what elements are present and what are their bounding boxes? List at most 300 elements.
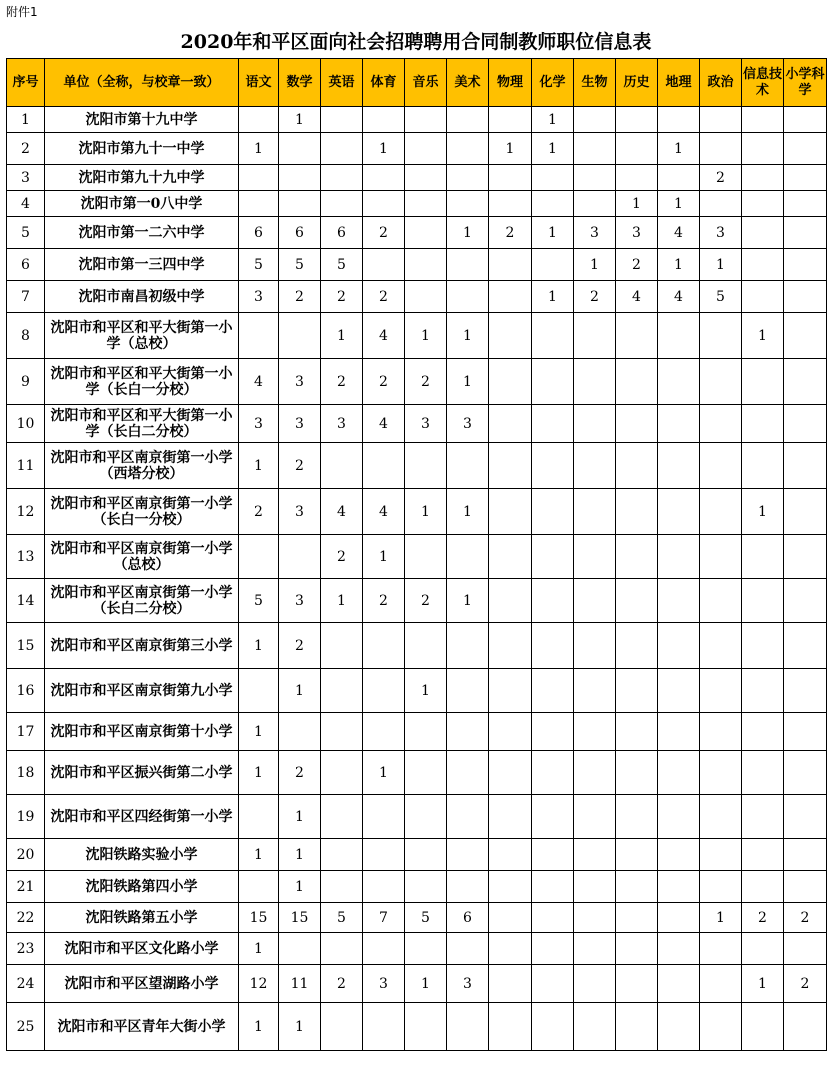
position-count: 6 (447, 903, 489, 933)
position-count (616, 165, 658, 191)
position-count (700, 965, 742, 1003)
position-count: 3 (279, 489, 321, 535)
position-count (489, 443, 532, 489)
position-count (784, 751, 827, 795)
position-count (321, 713, 363, 751)
position-count (489, 165, 532, 191)
position-count (532, 965, 574, 1003)
unit-name: 沈阳市第一二六中学 (45, 217, 239, 249)
position-count (489, 579, 532, 623)
position-count: 1 (279, 669, 321, 713)
position-count (742, 623, 784, 669)
position-count (784, 313, 827, 359)
position-count: 1 (532, 107, 574, 133)
column-header: 物理 (489, 59, 532, 107)
position-count (279, 713, 321, 751)
column-header: 政治 (700, 59, 742, 107)
table-row (7, 489, 827, 535)
position-count (616, 751, 658, 795)
position-count: 4 (658, 281, 700, 313)
position-count (784, 107, 827, 133)
position-count (447, 713, 489, 751)
table-row (7, 1003, 827, 1051)
position-count (405, 713, 447, 751)
position-count (742, 933, 784, 965)
unit-name: 沈阳市和平区南京街第九小学 (45, 669, 239, 713)
position-count (447, 1003, 489, 1051)
position-count: 1 (363, 535, 405, 579)
table-row (7, 165, 827, 191)
position-count (321, 1003, 363, 1051)
position-count (616, 443, 658, 489)
position-count (489, 107, 532, 133)
position-count (574, 489, 616, 535)
position-count (363, 871, 405, 903)
position-count: 4 (363, 313, 405, 359)
position-count (321, 839, 363, 871)
position-count (784, 623, 827, 669)
position-count (616, 405, 658, 443)
position-count (616, 669, 658, 713)
position-count: 4 (363, 489, 405, 535)
position-count (784, 443, 827, 489)
position-count: 1 (616, 191, 658, 217)
position-count: 2 (279, 443, 321, 489)
position-count (532, 795, 574, 839)
position-count (742, 839, 784, 871)
position-count: 3 (447, 405, 489, 443)
unit-name: 沈阳市第十九中学 (45, 107, 239, 133)
position-count: 1 (279, 1003, 321, 1051)
position-count: 1 (405, 965, 447, 1003)
position-count (658, 443, 700, 489)
position-count (532, 443, 574, 489)
position-count: 5 (279, 249, 321, 281)
position-count: 3 (700, 217, 742, 249)
position-count (784, 249, 827, 281)
position-count: 1 (279, 839, 321, 871)
unit-name: 沈阳市和平区南京街第三小学 (45, 623, 239, 669)
position-count (658, 669, 700, 713)
row-number: 9 (7, 359, 45, 405)
position-count (658, 871, 700, 903)
position-count: 1 (447, 489, 489, 535)
position-count (742, 359, 784, 405)
position-count: 1 (321, 313, 363, 359)
position-count (784, 795, 827, 839)
position-count: 3 (363, 965, 405, 1003)
position-count (447, 107, 489, 133)
position-count (532, 903, 574, 933)
position-count: 3 (239, 281, 279, 313)
position-count: 1 (742, 313, 784, 359)
position-count (658, 107, 700, 133)
position-count: 1 (405, 669, 447, 713)
column-header: 单位（全称，与校章一致） (45, 59, 239, 107)
column-header: 语文 (239, 59, 279, 107)
position-count (784, 933, 827, 965)
position-count (363, 249, 405, 281)
row-number: 18 (7, 751, 45, 795)
position-count: 4 (616, 281, 658, 313)
position-count (700, 623, 742, 669)
position-count (616, 871, 658, 903)
position-count: 5 (321, 903, 363, 933)
position-count: 7 (363, 903, 405, 933)
position-count: 2 (321, 281, 363, 313)
position-count (784, 669, 827, 713)
position-count (447, 249, 489, 281)
position-count (279, 165, 321, 191)
column-header: 美术 (447, 59, 489, 107)
position-count (658, 359, 700, 405)
table-row (7, 535, 827, 579)
unit-name: 沈阳市和平区和平大街第一小学（长白一分校） (45, 359, 239, 405)
position-count (574, 313, 616, 359)
position-count: 2 (700, 165, 742, 191)
position-count (239, 669, 279, 713)
position-count: 1 (239, 133, 279, 165)
position-count (489, 713, 532, 751)
position-count (532, 359, 574, 405)
column-header: 小学科学 (784, 59, 827, 107)
row-number: 17 (7, 713, 45, 751)
unit-name: 沈阳市和平区南京街第一小学（总校） (45, 535, 239, 579)
row-number: 12 (7, 489, 45, 535)
table-row (7, 249, 827, 281)
position-count: 2 (279, 623, 321, 669)
position-count: 1 (658, 249, 700, 281)
position-count (447, 839, 489, 871)
position-count (489, 1003, 532, 1051)
unit-name: 沈阳市和平区四经街第一小学 (45, 795, 239, 839)
position-count (447, 535, 489, 579)
position-count: 1 (658, 133, 700, 165)
position-count (279, 933, 321, 965)
position-count (616, 489, 658, 535)
position-count (574, 933, 616, 965)
position-count (321, 443, 363, 489)
position-count: 1 (742, 489, 784, 535)
position-count (784, 359, 827, 405)
row-number: 19 (7, 795, 45, 839)
position-count (447, 795, 489, 839)
position-count (321, 165, 363, 191)
position-count (700, 359, 742, 405)
position-count (489, 313, 532, 359)
position-count (489, 359, 532, 405)
position-count (489, 535, 532, 579)
position-count (489, 489, 532, 535)
position-count (574, 903, 616, 933)
position-count (405, 751, 447, 795)
position-count (658, 839, 700, 871)
position-count: 6 (239, 217, 279, 249)
position-count: 5 (700, 281, 742, 313)
position-count (574, 405, 616, 443)
position-count: 3 (239, 405, 279, 443)
position-count: 4 (239, 359, 279, 405)
position-count: 2 (489, 217, 532, 249)
position-count (363, 443, 405, 489)
position-count (489, 405, 532, 443)
position-count (532, 1003, 574, 1051)
position-count (405, 191, 447, 217)
column-header: 英语 (321, 59, 363, 107)
position-count (363, 839, 405, 871)
position-count (574, 579, 616, 623)
position-count: 1 (447, 359, 489, 405)
position-count (616, 839, 658, 871)
row-number: 4 (7, 191, 45, 217)
position-count (405, 133, 447, 165)
unit-name: 沈阳市和平区南京街第一小学（长白一分校） (45, 489, 239, 535)
position-table (6, 58, 827, 1051)
position-count (616, 713, 658, 751)
table-row (7, 217, 827, 249)
position-count (321, 623, 363, 669)
row-number: 21 (7, 871, 45, 903)
position-count (616, 359, 658, 405)
position-count (700, 751, 742, 795)
position-count (784, 1003, 827, 1051)
position-count: 3 (279, 405, 321, 443)
position-count (742, 795, 784, 839)
position-count (532, 405, 574, 443)
position-count: 1 (239, 623, 279, 669)
position-count (321, 933, 363, 965)
position-count (363, 1003, 405, 1051)
position-count: 1 (447, 217, 489, 249)
position-count: 5 (321, 249, 363, 281)
position-count (742, 535, 784, 579)
unit-name: 沈阳市第一0八中学 (45, 191, 239, 217)
row-number: 5 (7, 217, 45, 249)
position-count (784, 281, 827, 313)
position-count (700, 871, 742, 903)
column-header: 体育 (363, 59, 405, 107)
position-count (616, 795, 658, 839)
unit-name: 沈阳市南昌初级中学 (45, 281, 239, 313)
table-row (7, 107, 827, 133)
position-count (616, 313, 658, 359)
position-count (239, 165, 279, 191)
position-count: 6 (279, 217, 321, 249)
position-count: 2 (616, 249, 658, 281)
position-count (574, 191, 616, 217)
position-count (658, 579, 700, 623)
position-count (321, 751, 363, 795)
table-row (7, 313, 827, 359)
position-count (239, 107, 279, 133)
position-count (616, 903, 658, 933)
column-header: 音乐 (405, 59, 447, 107)
position-count (658, 165, 700, 191)
unit-name: 沈阳铁路第四小学 (45, 871, 239, 903)
table-row (7, 405, 827, 443)
position-count (532, 191, 574, 217)
position-count: 1 (239, 443, 279, 489)
unit-name: 沈阳市第九十九中学 (45, 165, 239, 191)
position-count: 12 (239, 965, 279, 1003)
position-count (784, 489, 827, 535)
position-count (405, 1003, 447, 1051)
position-count (321, 133, 363, 165)
position-count: 1 (279, 795, 321, 839)
position-count: 1 (239, 933, 279, 965)
position-count: 2 (321, 359, 363, 405)
row-number: 20 (7, 839, 45, 871)
position-count (405, 217, 447, 249)
position-count (658, 933, 700, 965)
table-row (7, 623, 827, 669)
position-count (447, 623, 489, 669)
position-count (658, 713, 700, 751)
position-count (658, 405, 700, 443)
position-count: 2 (405, 359, 447, 405)
position-count (700, 107, 742, 133)
position-count (489, 669, 532, 713)
position-count: 3 (405, 405, 447, 443)
row-number: 15 (7, 623, 45, 669)
row-number: 24 (7, 965, 45, 1003)
position-count (574, 751, 616, 795)
position-count (489, 249, 532, 281)
position-count (574, 871, 616, 903)
position-count: 1 (363, 133, 405, 165)
position-count (742, 871, 784, 903)
position-count (239, 535, 279, 579)
position-count: 1 (532, 281, 574, 313)
position-count: 3 (574, 217, 616, 249)
position-count (489, 281, 532, 313)
position-count (574, 713, 616, 751)
position-count (489, 191, 532, 217)
position-count: 1 (447, 313, 489, 359)
position-count (700, 405, 742, 443)
position-count (447, 281, 489, 313)
position-count (447, 191, 489, 217)
attachment-label: 附件1 (6, 5, 38, 19)
position-count: 3 (279, 359, 321, 405)
position-count (532, 623, 574, 669)
position-count (405, 871, 447, 903)
position-count (363, 165, 405, 191)
column-header: 信息技术 (742, 59, 784, 107)
position-count: 1 (447, 579, 489, 623)
position-count (574, 623, 616, 669)
position-count (742, 1003, 784, 1051)
position-count (742, 281, 784, 313)
position-count (405, 249, 447, 281)
position-count: 1 (279, 871, 321, 903)
position-count (532, 751, 574, 795)
unit-name: 沈阳市和平区南京街第一小学（西塔分校） (45, 443, 239, 489)
position-count (700, 133, 742, 165)
position-count (405, 443, 447, 489)
position-count (363, 669, 405, 713)
position-count (405, 165, 447, 191)
row-number: 16 (7, 669, 45, 713)
table-row (7, 871, 827, 903)
position-count (363, 623, 405, 669)
unit-name: 沈阳铁路第五小学 (45, 903, 239, 933)
position-count: 2 (363, 281, 405, 313)
position-count (784, 165, 827, 191)
position-count: 1 (239, 751, 279, 795)
position-count (532, 933, 574, 965)
position-count: 1 (405, 313, 447, 359)
position-count: 1 (405, 489, 447, 535)
table-row (7, 903, 827, 933)
position-count (574, 965, 616, 1003)
unit-name: 沈阳市和平区南京街第一小学（长白二分校） (45, 579, 239, 623)
unit-name: 沈阳市和平区和平大街第一小学（长白二分校） (45, 405, 239, 443)
position-count (700, 489, 742, 535)
position-count: 2 (239, 489, 279, 535)
position-count (321, 871, 363, 903)
position-count: 1 (700, 249, 742, 281)
position-count (239, 795, 279, 839)
table-row (7, 839, 827, 871)
position-count: 2 (321, 965, 363, 1003)
position-count (658, 965, 700, 1003)
position-count: 2 (363, 359, 405, 405)
position-count (784, 713, 827, 751)
position-count (742, 191, 784, 217)
position-count: 3 (616, 217, 658, 249)
position-count (658, 903, 700, 933)
position-count (363, 713, 405, 751)
page-title: 2020年和平区面向社会招聘聘用合同制教师职位信息表 (180, 31, 652, 53)
row-number: 2 (7, 133, 45, 165)
unit-name: 沈阳市和平区文化路小学 (45, 933, 239, 965)
column-header: 序号 (7, 59, 45, 107)
position-count (574, 535, 616, 579)
position-count (658, 751, 700, 795)
position-count (239, 191, 279, 217)
position-count: 4 (321, 489, 363, 535)
position-count: 11 (279, 965, 321, 1003)
position-count: 1 (742, 965, 784, 1003)
position-count (405, 795, 447, 839)
position-count (616, 107, 658, 133)
position-count (363, 107, 405, 133)
unit-name: 沈阳市和平区南京街第十小学 (45, 713, 239, 751)
row-number: 10 (7, 405, 45, 443)
row-number: 1 (7, 107, 45, 133)
table-row (7, 965, 827, 1003)
position-count (574, 669, 616, 713)
position-count (742, 579, 784, 623)
position-count (489, 795, 532, 839)
position-count (279, 133, 321, 165)
position-count: 2 (784, 965, 827, 1003)
position-count (616, 965, 658, 1003)
position-count (700, 579, 742, 623)
position-count (405, 281, 447, 313)
position-count: 2 (321, 535, 363, 579)
position-count (532, 313, 574, 359)
table-header-row (7, 59, 827, 107)
row-number: 23 (7, 933, 45, 965)
position-count (489, 903, 532, 933)
position-count (321, 795, 363, 839)
position-count (489, 839, 532, 871)
column-header: 生物 (574, 59, 616, 107)
position-count (279, 191, 321, 217)
position-count (489, 871, 532, 903)
